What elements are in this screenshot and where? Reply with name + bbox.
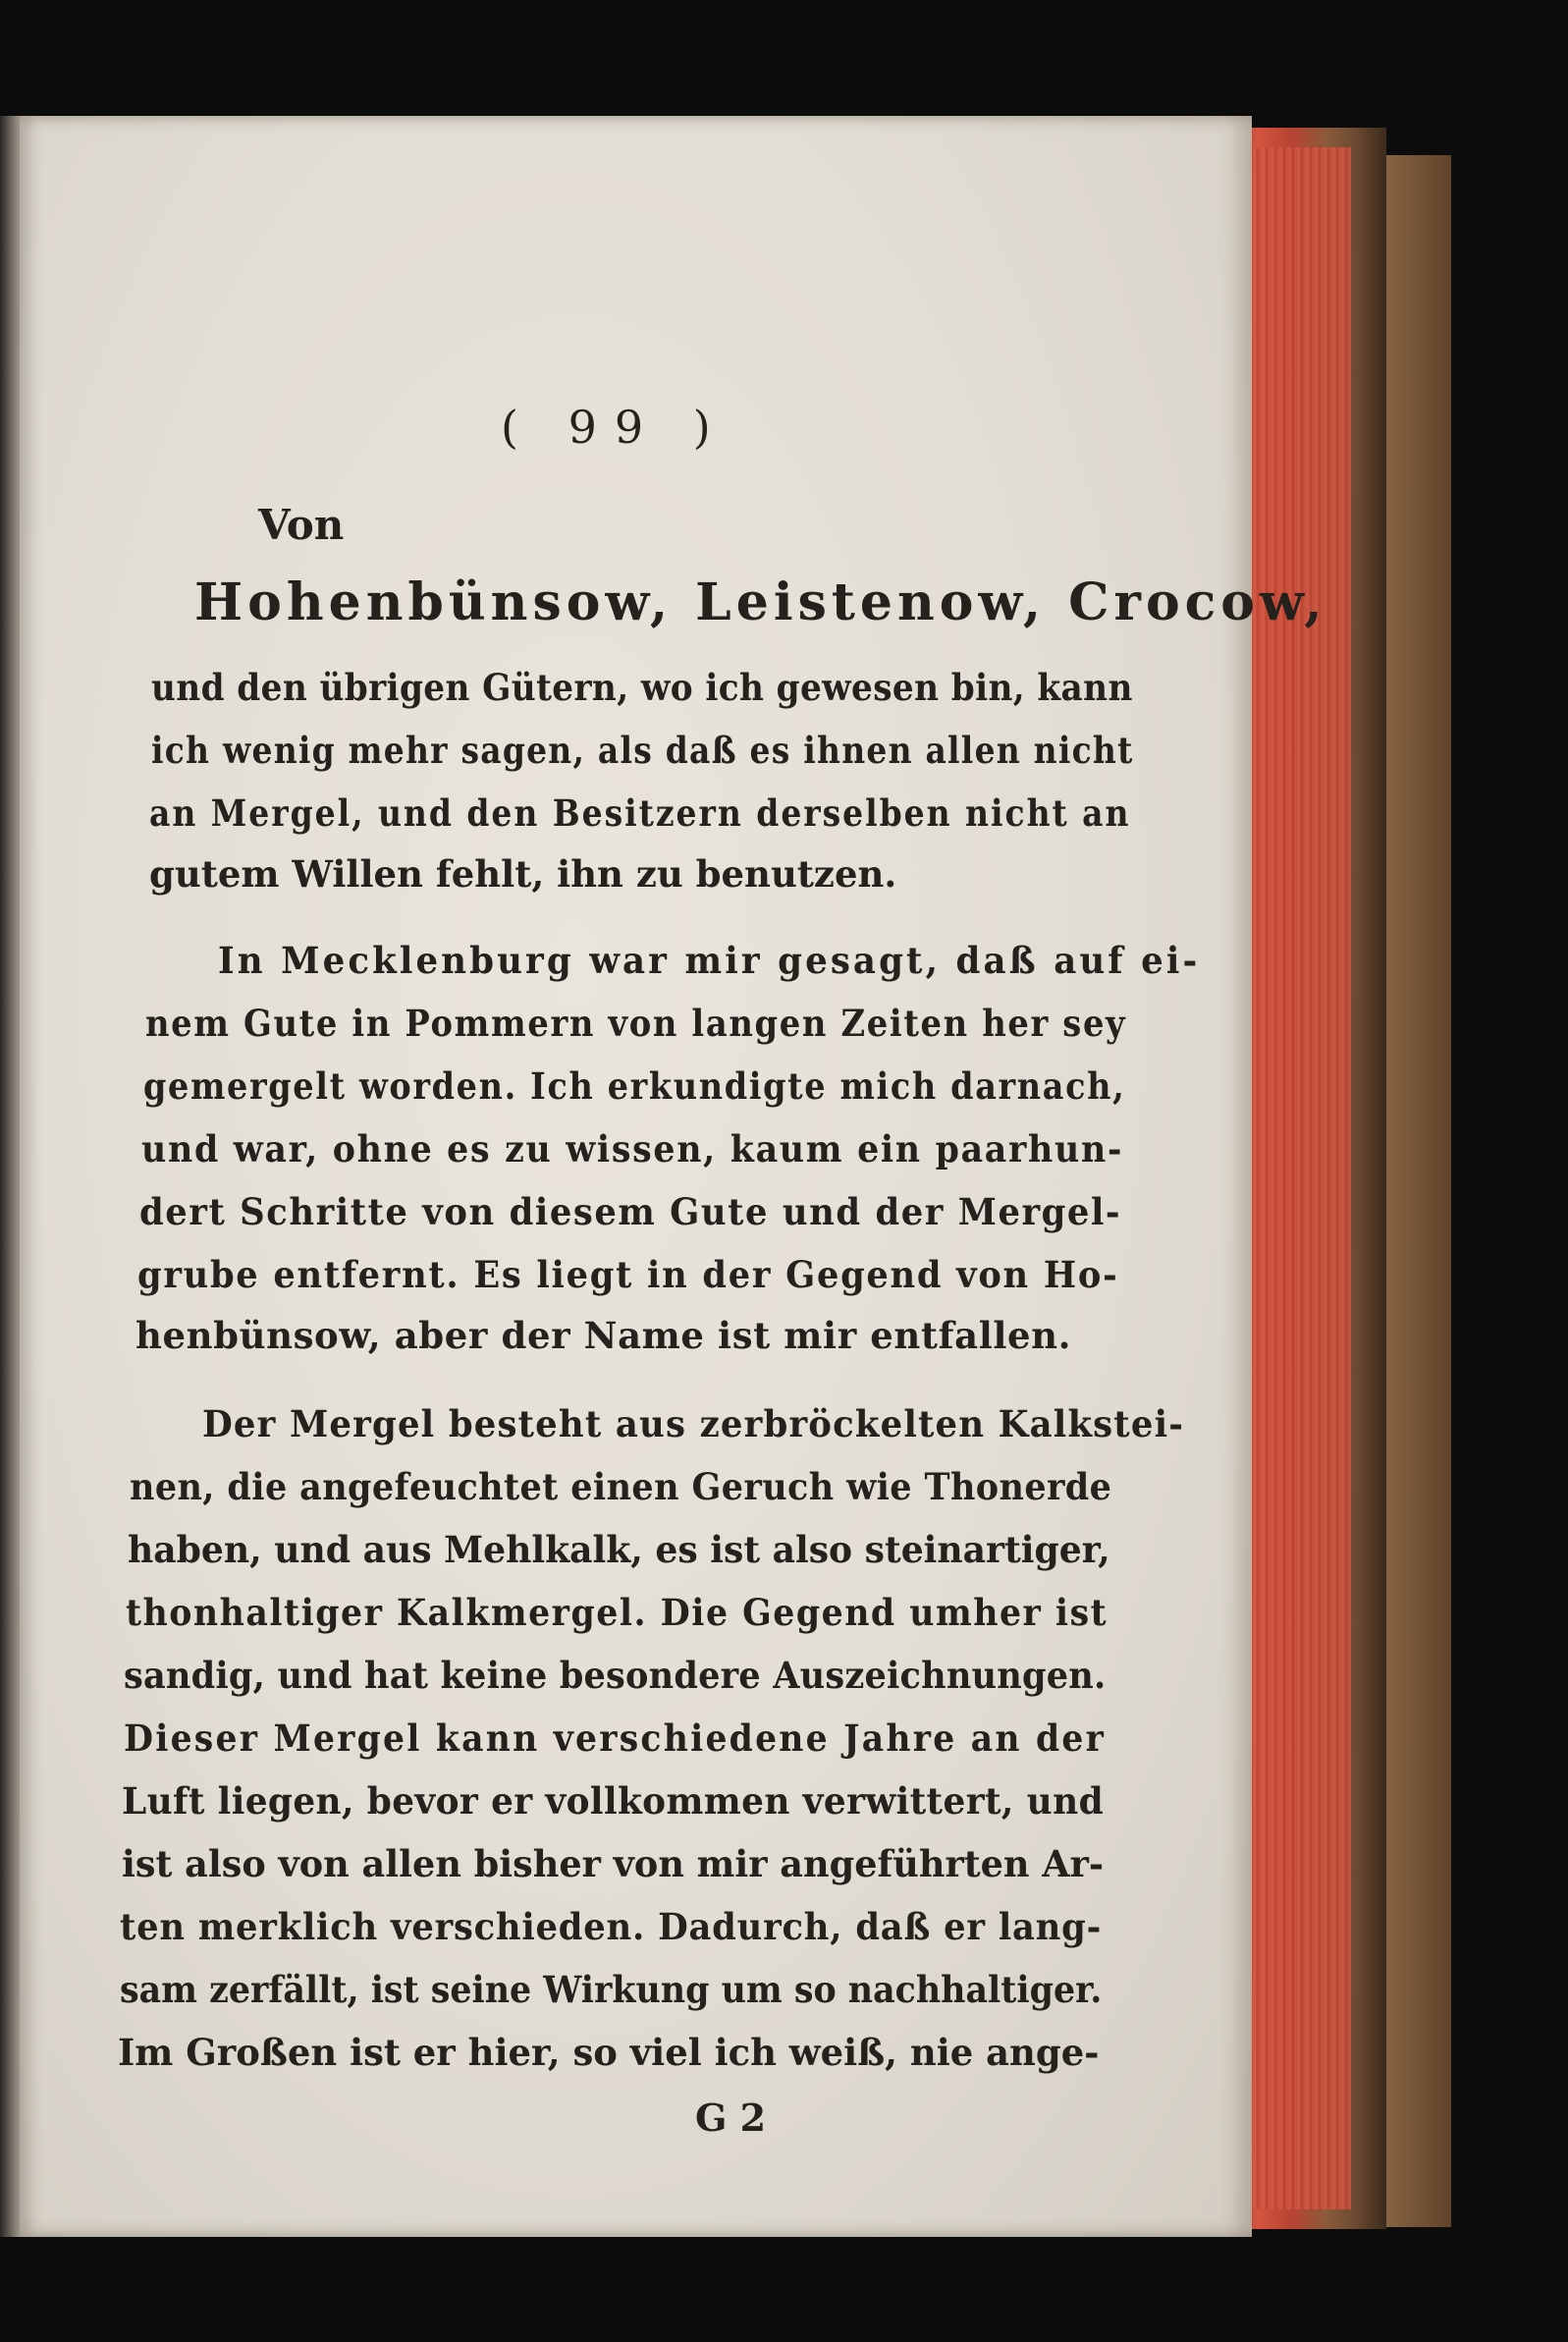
- text-line: und war, ohne es zu wissen, kaum ein paarhun-: [141, 1127, 1124, 1171]
- text-line: ten merklich verschieden. Dadurch, daß er lang-: [120, 1905, 1103, 1948]
- text-line: Dieser Mergel kann verschiedene Jahre an der: [124, 1716, 1107, 1760]
- red-fore-edge: [1243, 147, 1351, 2209]
- heading-von: Von: [258, 501, 345, 549]
- text-line: an Mergel, und den Besitzern derselben nicht an: [149, 791, 1131, 835]
- text-line: sandig, und hat keine besondere Auszeichnungen.: [124, 1654, 1107, 1697]
- signature-mark: G 2: [695, 2096, 767, 2140]
- text-line: grube entfernt. Es liegt in der Gegend von Ho-: [137, 1253, 1119, 1296]
- text-line: sam zerfällt, ist seine Wirkung um so nachhaltiger.: [120, 1968, 1103, 2011]
- text-line: In Mecklenburg war mir gesagt, daß auf ei-: [218, 939, 1201, 982]
- text-line: haben, und aus Mehlkalk, es ist also steinartiger,: [128, 1528, 1110, 1571]
- text-line: nem Gute in Pommern von langen Zeiten her sey: [145, 1002, 1127, 1045]
- text-line: dert Schritte von diesem Gute und der Mergel-: [139, 1190, 1122, 1233]
- text-line: nen, die angefeuchtet einen Geruch wie Thonerde: [130, 1465, 1112, 1508]
- text-line: ist also von allen bisher von mir angeführten Ar-: [122, 1842, 1105, 1885]
- text-line: und den übrigen Gütern, wo ich gewesen bin, kann: [151, 666, 1133, 709]
- book-page: [20, 116, 1327, 2237]
- text-line: Im Großen ist er hier, so viel ich weiß, nie ange-: [118, 2031, 1100, 2074]
- text-line: Der Mergel besteht aus zerbröckelten Kalkstei-: [202, 1402, 1185, 1445]
- text-line: thonhaltiger Kalkmergel. Die Gegend umher ist: [126, 1591, 1108, 1634]
- text-line: gemergelt worden. Ich erkundigte mich darnach,: [143, 1064, 1126, 1108]
- text-line: gutem Willen fehlt, ihn zu benutzen.: [149, 852, 897, 896]
- heading-places: Hohenbünsow, Leistenow, Crocow,: [194, 572, 1327, 632]
- text-line: Luft liegen, bevor er vollkommen verwittert, und: [122, 1779, 1105, 1823]
- text-line: ich wenig mehr sagen, als daß es ihnen allen nicht: [151, 729, 1134, 772]
- page-number: ( 99 ): [501, 401, 729, 454]
- text-line: henbünsow, aber der Name ist mir entfallen.: [135, 1314, 1072, 1357]
